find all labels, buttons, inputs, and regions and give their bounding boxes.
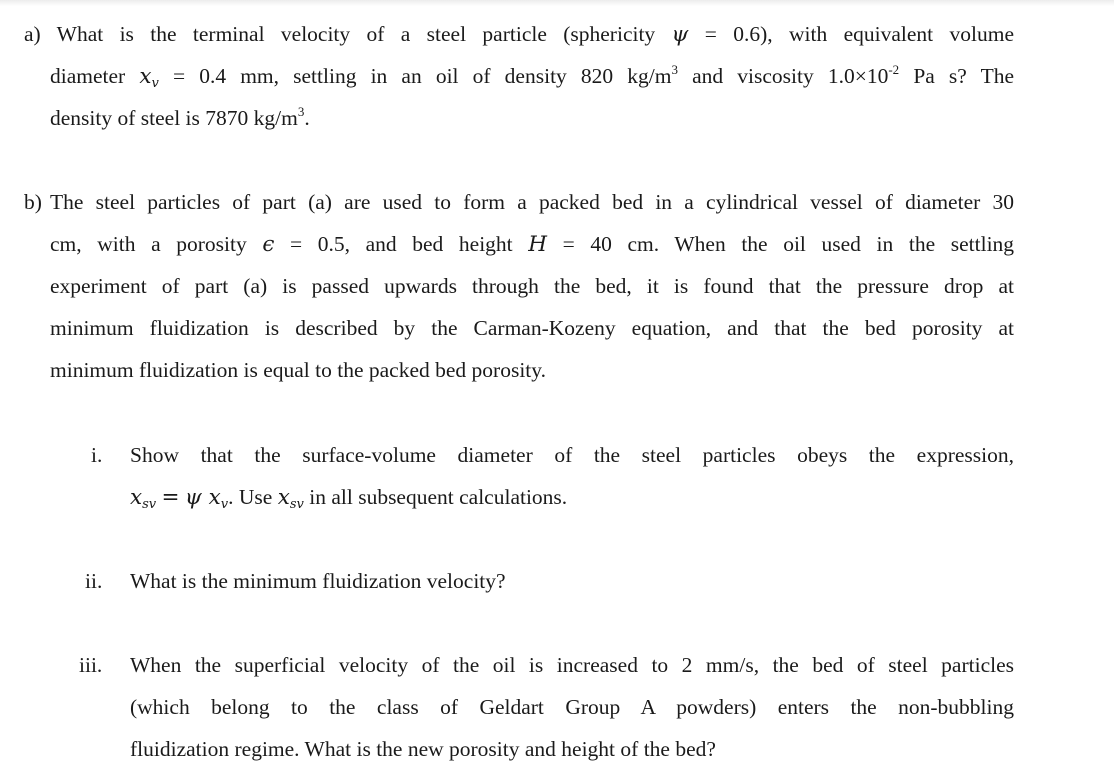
sub-ii-label: ii. — [85, 569, 103, 593]
part-b-line-4: minimum fluidization is described by the Carman-Kozeny equation, and that the bed porosity at — [50, 316, 1014, 340]
sub-iii-label: iii. — [79, 653, 103, 677]
sub-iii-line-3: fluidization regime. What is the new porosity and height of the bed? — [130, 737, 716, 761]
sub-i-line-1: Show that the surface-volume diameter of the steel particles obeys the expression, — [130, 443, 1014, 467]
sub-iii-line-2: (which belong to the class of Geldart Group A powders) enters the non-bubbling — [130, 695, 1014, 719]
xsv-variable: $x_{sv}$ — [130, 485, 157, 512]
xv-variable: $x_v$ — [139, 64, 159, 91]
part-b-line-5: minimum fluidization is equal to the packed bed porosity. — [50, 358, 546, 382]
epsilon-symbol: ϵ — [262, 232, 275, 257]
part-b-label: b) — [24, 190, 42, 214]
sub-i-label: i. — [91, 443, 103, 467]
part-b-line-3: experiment of part (a) is passed upwards through the bed, it is found that the pressure drop at — [50, 274, 1014, 298]
part-a-line-2: diameter $x_v = 0.4$ mm, settling in an oil of density 820 $kg/m^3$ and viscosity $1.0\times 10^{-2}$ Pa s? The — [50, 62, 1015, 91]
psi-xv-expression: ψ $x_v$ — [184, 485, 229, 512]
part-b-line-2: cm, with a porosity ϵ = 0.5, and bed height H = 40 cm. When the oil used in the settling — [50, 232, 1015, 257]
part-a-line-1: a) What is the terminal velocity of a steel particle (sphericity ψ = 0.6), with equivalent volume — [24, 22, 1014, 47]
sub-i-line-2: $x_{sv} = \psi$ $x_v$. Use $x_{sv}$ in all subsequent calculations. — [130, 485, 568, 512]
top-edge-shadow — [0, 0, 1114, 6]
sub-ii-line-1: What is the minimum fluidization velocity? — [130, 569, 506, 593]
psi-symbol: ψ — [671, 22, 689, 47]
part-b-line-1: The steel particles of part (a) are used to form a packed bed in a cylindrical vessel of diameter 30 — [50, 190, 1014, 214]
xsv-variable-2: $x_{sv}$ — [277, 485, 304, 512]
part-a-label: a) — [24, 22, 41, 46]
sub-iii-line-1: When the superficial velocity of the oil is increased to 2 mm/s, the bed of steel particles — [130, 653, 1014, 677]
h-variable: H — [528, 232, 548, 257]
part-a-line-3: density of steel is 7870 $kg/m^3$. — [50, 104, 310, 130]
